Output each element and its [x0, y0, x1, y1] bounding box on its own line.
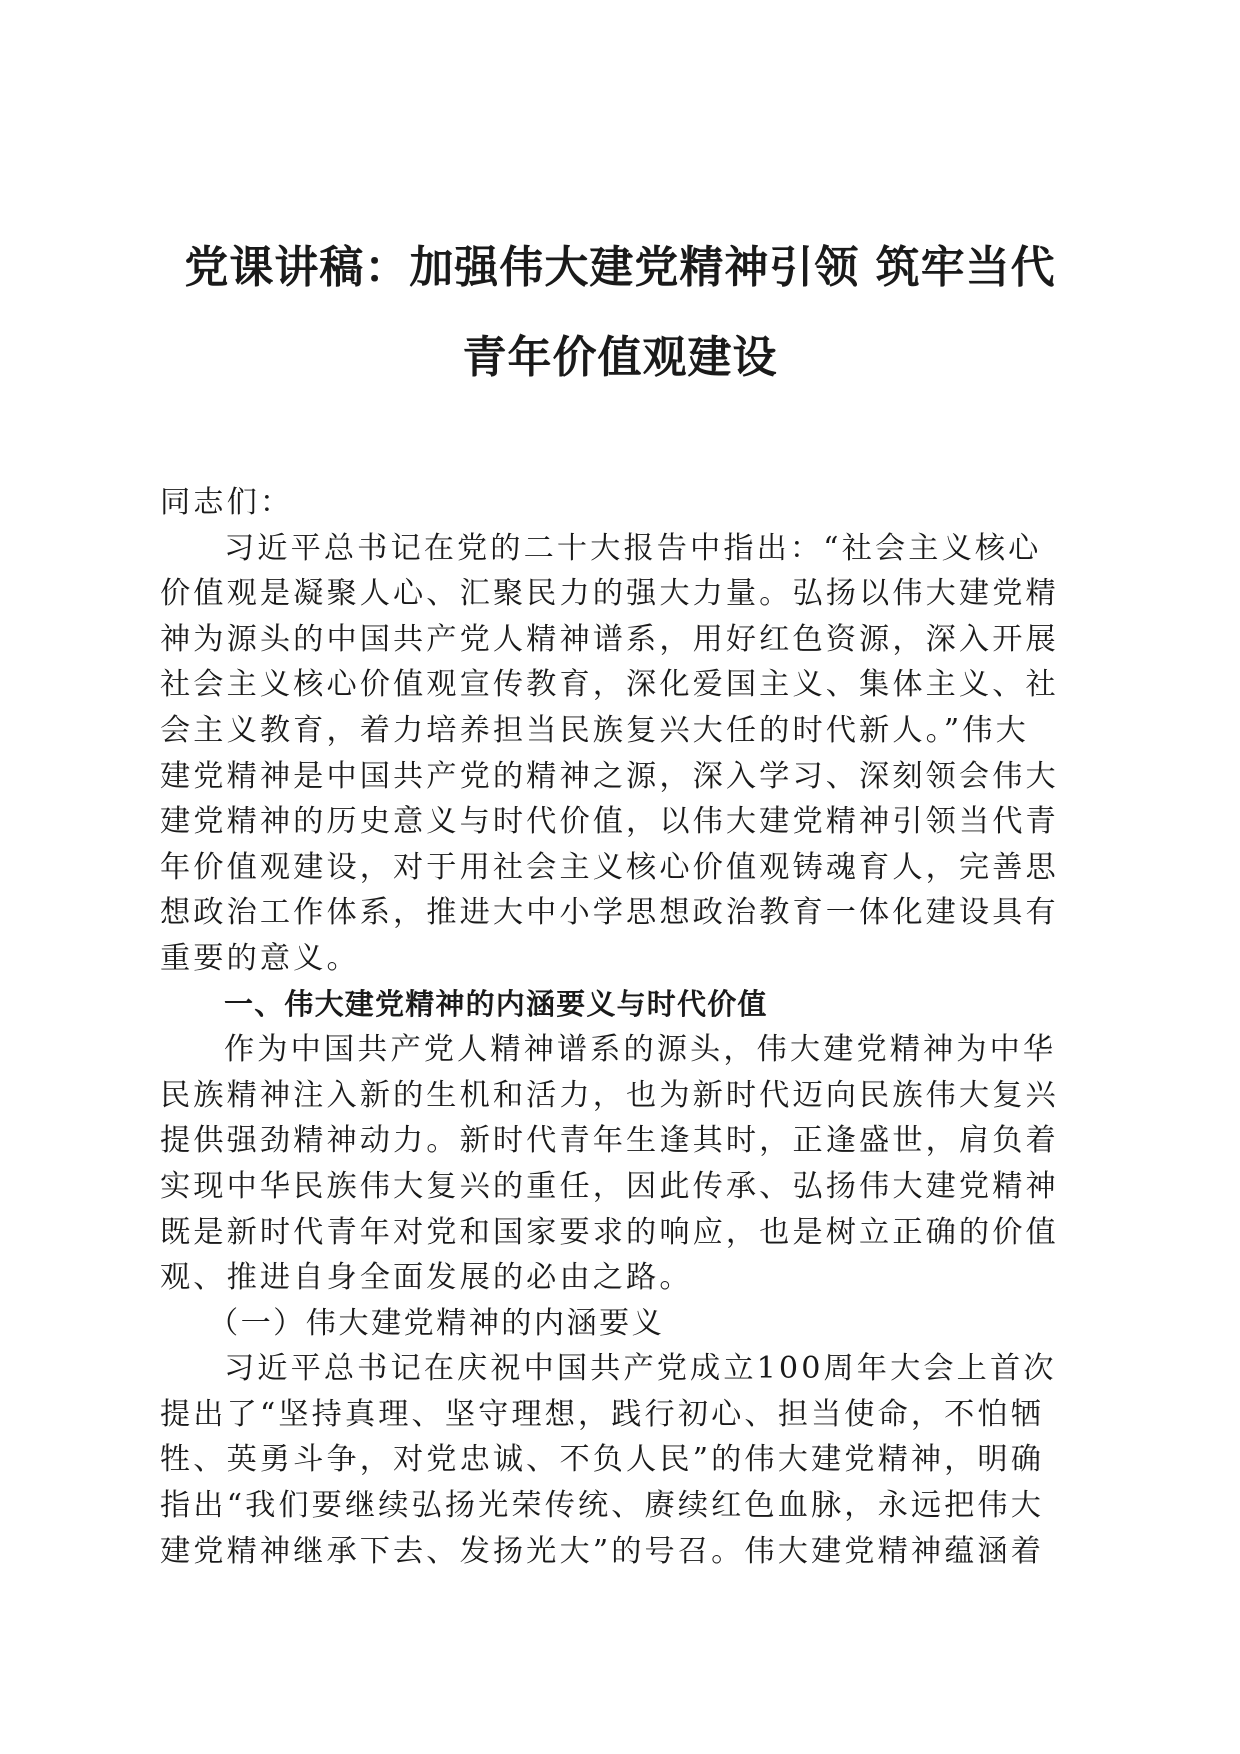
document-body: [160, 480, 1080, 1574]
paragraph-section-1: [160, 1027, 1080, 1301]
section-heading-1: 一、伟大建党精神的内涵要义与时代价值: [224, 986, 768, 1021]
paragraph-intro: [160, 526, 1080, 982]
paragraph-line: 年价值观建设，对于用社会主义核心价值观铸魂育人，完善思: [160, 849, 1059, 885]
paragraph-line: 建党精神继承下去、发扬光大”的号召。伟大建党精神蕴涵着: [160, 1533, 1045, 1569]
paragraph-line: 想政治工作体系，推进大中小学思想政治教育一体化建设具有: [160, 895, 1059, 931]
paragraph-line: 价值观是凝聚人心、汇聚民力的强大力量。弘扬以伟大建党精: [160, 576, 1059, 612]
paragraph-subsection-1: [160, 1346, 1080, 1574]
paragraph-line: 习近平总书记在党的二十大报告中指出：“社会主义核心: [224, 530, 1042, 566]
paragraph-line: 提出了“坚持真理、坚守理想，践行初心、担当使命，不怕牺: [160, 1396, 1045, 1432]
paragraph-line: 既是新时代青年对党和国家要求的响应，也是树立正确的价值: [160, 1214, 1059, 1250]
paragraph-line: 建党精神的历史意义与时代价值，以伟大建党精神引领当代青: [160, 804, 1059, 840]
document-title-line-2: 青年价值观建设: [462, 332, 778, 383]
paragraph-line: 会主义教育，着力培养担当民族复兴大任的时代新人。”伟大: [160, 712, 1029, 748]
paragraph-line: 重要的意义。: [160, 940, 360, 976]
paragraph-line: 建党精神是中国共产党的精神之源，深入学习、深刻领会伟大: [160, 758, 1059, 794]
paragraph-line: 习近平总书记在庆祝中国共产党成立100周年大会上首次: [224, 1351, 1057, 1387]
paragraph-line: 观、推进自身全面发展的必由之路。: [160, 1260, 693, 1296]
paragraph-line: 提供强劲精神动力。新时代青年生逢其时，正逢盛世，肩负着: [160, 1123, 1059, 1159]
paragraph-line: 民族精神注入新的生机和活力，也为新时代迈向民族伟大复兴: [160, 1077, 1059, 1113]
paragraph-line: 神为源头的中国共产党人精神谱系，用好红色资源，深入开展: [160, 621, 1059, 657]
paragraph-line: 指出“我们要继续弘扬光荣传统、赓续红色血脉，永远把伟大: [160, 1488, 1045, 1524]
salutation: 同志们：: [160, 485, 294, 520]
subsection-heading-1: （一）伟大建党精神的内涵要义: [208, 1305, 665, 1341]
paragraph-line: 实现中华民族伟大复兴的重任，因此传承、弘扬伟大建党精神: [160, 1168, 1059, 1204]
paragraph-line: 作为中国共产党人精神谱系的源头，伟大建党精神为中华: [224, 1032, 1057, 1068]
document-title-line-1: 党课讲稿：加强伟大建党精神引领 筑牢当代: [184, 242, 1056, 293]
paragraph-line: 社会主义核心价值观宣传教育，深化爱国主义、集体主义、社: [160, 667, 1059, 703]
paragraph-line: 牲、英勇斗争，对党忠诚、不负人民”的伟大建党精神，明确: [160, 1442, 1045, 1478]
